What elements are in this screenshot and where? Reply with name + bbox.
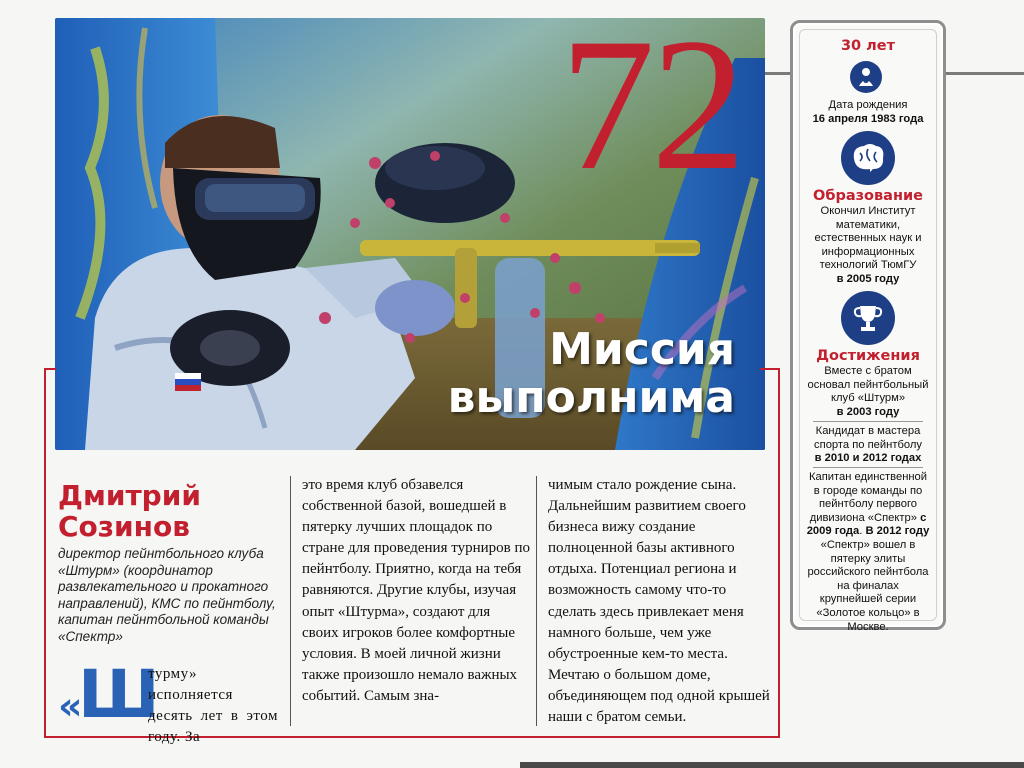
facts-sidebar xyxy=(790,20,946,633)
age-heading: 30 лет xyxy=(840,38,896,54)
person-last-name: Созинов xyxy=(58,510,190,543)
article-lead-text: турму» исполняется десять лет в этом году. За xyxy=(148,666,278,745)
brain-icon xyxy=(841,131,895,185)
sidebar-separator-2 xyxy=(813,467,923,468)
education-heading: Образование xyxy=(813,188,923,204)
column-3-text: чимым стало рождение сына. Дальнейшим развитием своего бизнеса вижу создание полноценной базы активного отдыха. Потенциал региона и возможность самому что-то сделать здесь привлекает меня намного больше, чем уже обустроенные кем-то места. Мечтаю о большом доме, объединяющем под одной крышей наши с братом семьи. xyxy=(548,477,770,726)
column-divider-2 xyxy=(536,476,537,726)
person-first-name: Дмитрий xyxy=(58,479,201,512)
headline-line-2: выполнима xyxy=(447,372,735,423)
sidebar-achievement-3 xyxy=(793,471,943,634)
dropcap-letter: Ш xyxy=(78,656,160,733)
achievement-3-text: Капитан единственной в городе команды по пейнтболу первого дивизиона «Спектр» с 2009 года. В 2012 году «Спектр» вошел в пятерку элиты российского пейнтбола на финалах крупнейшей серии «Золотое кольцо» в Москве. xyxy=(806,471,930,633)
achievement-3-lead: Капитан единственной в городе команды по пейнтболу первого дивизиона «Спектр» xyxy=(808,471,928,524)
column-divider-1 xyxy=(290,476,291,726)
achievement-3-year: с 2009 года xyxy=(806,511,927,538)
achievement-2-year: в 2010 и 2012 годах xyxy=(814,452,922,465)
dropcap-quote-mark: « xyxy=(58,684,83,728)
sidebar-birth xyxy=(793,99,943,126)
sidebar-education xyxy=(793,187,943,287)
headline-line-1: Миссия xyxy=(549,324,735,375)
achievement-3-year-2: В 2012 году xyxy=(865,525,930,538)
bottom-edge-strip xyxy=(520,762,1024,768)
achievement-2-text: Кандидат в мастера спорта по пейнтболу xyxy=(814,425,922,451)
education-year: в 2005 году xyxy=(836,272,900,285)
achievement-1-year: в 2003 году xyxy=(836,405,900,418)
trophy-icon xyxy=(841,291,895,345)
person-bio: директор пейнтбольного клуба «Штурм» (координатор развлекательного и прокатного направлений), КМС по пейнтболу, капитан пейнтбольной команды «Спектр» xyxy=(58,546,276,644)
dropcap xyxy=(58,656,160,733)
column-2-text: это время клуб обзавелся собственной базой, вошедшей в пятерку лучших площадок по стране для проведения турниров по пейнтболу. Приятно, когда на тебя равняются. Другие клубы, изучая опыт «Штурма», создают для своих игроков более комфортные условия. В моей личной жизни также произошло немало важных событий. Самым зна- xyxy=(302,477,531,704)
sidebar-age xyxy=(793,37,943,55)
achievement-1-text: Вместе с братом основал пейнтбольный клуб «Штурм» xyxy=(807,365,929,405)
article-column-3 xyxy=(548,475,776,728)
issue-number: 72 xyxy=(560,18,742,210)
sidebar-achievements xyxy=(793,347,943,419)
sidebar-separator-1 xyxy=(813,421,923,422)
education-text: Окончил Институт математики, естественных наук и информационных технологий ТюмГУ xyxy=(814,205,922,272)
sidebar-achievement-2 xyxy=(793,425,943,466)
baby-icon xyxy=(850,61,882,93)
person-name xyxy=(58,480,288,542)
achievements-heading: Достижения xyxy=(816,348,920,364)
article-column-2 xyxy=(302,475,530,707)
achievement-3-tail: «Спектр» вошел в пятерку элиты российского пейнтбола на финалах крупнейшей серии «Золотое кольцо» в Москве. xyxy=(807,538,929,633)
birth-label: Дата рождения xyxy=(828,99,908,111)
birth-date: 16 апреля 1983 года xyxy=(812,112,924,125)
